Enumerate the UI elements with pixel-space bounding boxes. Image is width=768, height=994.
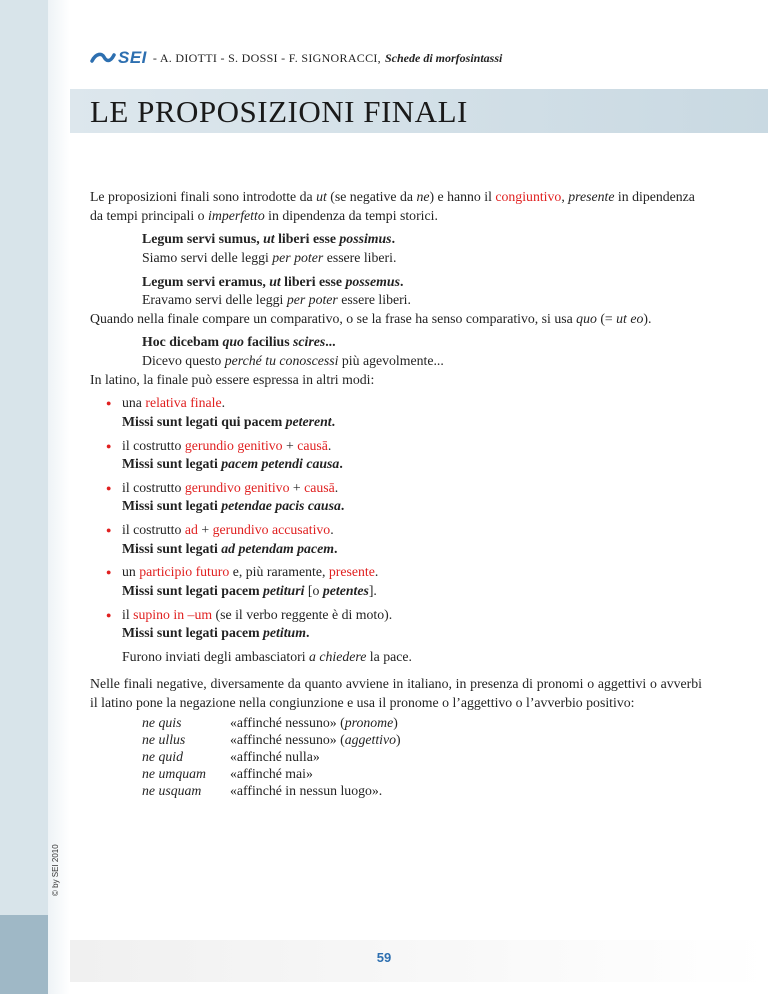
latin-text: Missi sunt legati pacem — [122, 582, 264, 598]
item-text: e, più raramente, — [229, 564, 329, 580]
latin-text: Legum servi sumus, — [142, 231, 264, 247]
latin-text: liberi esse — [274, 231, 340, 247]
latin-text: . — [399, 273, 404, 289]
page-title: LE PROPOSIZIONI FINALI — [90, 94, 468, 129]
italian-text: Dicevo questo — [142, 353, 225, 368]
item-term: supino in –um — [133, 606, 213, 622]
intro-text: Le proposizioni finali sono introdotte da — [90, 189, 317, 204]
table-row — [142, 766, 401, 783]
comparative-quo: quo — [576, 310, 597, 326]
item-text: + — [197, 522, 213, 537]
sei-logo-icon — [90, 51, 116, 65]
intro-ne: ne — [416, 189, 430, 204]
meaning-text: «affinché nulla» — [230, 748, 320, 764]
list-item — [90, 394, 702, 431]
table-row — [142, 749, 401, 766]
item-text: . — [221, 395, 226, 411]
page-number: 59 — [376, 950, 392, 965]
latin-text: Missi sunt legati — [122, 498, 222, 514]
list-item — [90, 479, 702, 516]
latin-example — [142, 273, 702, 292]
comparative-paragraph — [90, 310, 702, 329]
example-block — [142, 333, 702, 370]
intro-ut: ut — [316, 189, 327, 204]
list-item — [90, 437, 702, 474]
latin-example — [122, 582, 702, 601]
intro-text: (se negative da — [326, 189, 417, 204]
latin-example — [122, 497, 702, 516]
item-text: una — [122, 395, 146, 411]
italian-text: essere liberi. — [337, 292, 411, 308]
item-term: presente — [328, 564, 375, 580]
latin-example — [122, 455, 702, 474]
latin-form: ne quid — [142, 748, 183, 764]
item-text: + — [289, 479, 305, 495]
latin-em: petendae pacis causa — [221, 498, 341, 514]
item-term: gerundio genitivo — [184, 437, 283, 453]
latin-text: . — [333, 540, 338, 556]
latin-text: Legum servi eramus, — [142, 273, 270, 289]
item-term: relativa finale — [145, 395, 222, 411]
meaning — [230, 783, 401, 800]
sei-logo-text: SEI — [118, 48, 147, 67]
italian-em: per poter — [286, 292, 338, 308]
intro-presente: presente — [568, 189, 615, 204]
italian-em: a chiedere — [309, 648, 367, 664]
copyright-notice: © by SEI 2010 — [51, 844, 60, 896]
list-item — [90, 606, 702, 667]
comparative-ut-eo: ut eo — [616, 310, 644, 326]
italian-text: Siamo servi delle leggi — [142, 249, 273, 265]
latin-text: ... — [325, 334, 336, 350]
negative-paragraph: Nelle finali negative, diversamente da quanto avviene in italiano, in presenza di pronomi o aggettivi o avverbi il latino pone la negazione nella congiunzione e usa il pronome o l’aggettivo o l’avverbio positivo: — [90, 676, 702, 710]
main-content — [90, 188, 702, 799]
latin-em: petitum — [263, 625, 306, 641]
italian-translation — [142, 352, 702, 371]
meaning-text: «affinché mai» — [230, 765, 313, 781]
meaning-em: pronome — [344, 714, 394, 730]
item-text: . — [334, 479, 339, 495]
meaning — [230, 732, 401, 749]
latin-text: Missi sunt legati — [122, 456, 222, 472]
intro-text: , — [561, 189, 569, 204]
meaning — [230, 766, 401, 783]
latin-example — [122, 540, 702, 559]
latin-verb: possemus — [345, 273, 400, 289]
latin-text: Hoc dicebam — [142, 334, 223, 350]
latin-verb: possimus — [339, 231, 392, 247]
latin-example — [122, 413, 702, 432]
header-authors: - A. DIOTTI - S. DOSSI - F. SIGNORACCI, — [152, 50, 381, 65]
intro-text: ) e hanno il — [429, 189, 496, 204]
example-block — [142, 230, 702, 267]
sei-logo — [90, 48, 147, 68]
latin-form: ne quis — [142, 714, 182, 730]
construction-list — [90, 394, 702, 666]
latin-text: . — [331, 413, 336, 429]
latin-text: Missi sunt legati — [122, 540, 222, 556]
meaning-em: aggettivo — [344, 731, 397, 747]
latin-verb: scires — [293, 334, 326, 350]
meaning-text: «affinché nessuno» ( — [230, 714, 345, 730]
other-ways-paragraph: In latino, la finale può essere espressa in altri modi: — [90, 371, 375, 387]
latin-em: petituri — [263, 582, 305, 598]
meaning-text: ) — [396, 731, 401, 747]
item-term: gerundivo accusativo — [212, 522, 331, 537]
item-term: causā — [304, 479, 335, 495]
italian-text: la pace. — [366, 648, 412, 664]
latin-quo: quo — [222, 334, 244, 350]
list-item — [90, 521, 702, 558]
item-text: il costrutto — [122, 479, 185, 495]
latin-ut: ut — [269, 273, 281, 289]
italian-text: più agevolmente... — [338, 353, 444, 368]
intro-imperfetto: imperfetto — [208, 207, 265, 223]
latin-text: liberi esse — [280, 273, 346, 289]
latin-em: petentes — [322, 582, 369, 598]
latin-text: Missi sunt legati pacem — [122, 625, 264, 641]
item-text: il — [122, 606, 134, 622]
latin-text: . — [339, 456, 343, 472]
comparative-text: Quando nella finale compare un comparativo, o se la frase ha senso comparativo, si usa — [90, 310, 577, 326]
latin-ut: ut — [263, 231, 275, 247]
italian-text: Eravamo servi delle leggi — [142, 292, 287, 308]
latin-text: [o — [304, 582, 323, 598]
latin-form: ne umquam — [142, 765, 206, 781]
item-text: + — [282, 437, 298, 453]
latin-example — [142, 230, 702, 249]
meaning — [230, 749, 401, 766]
item-text: il costrutto — [122, 437, 185, 453]
item-text: . — [374, 564, 379, 580]
italian-em: per poter — [272, 249, 324, 265]
table-row — [142, 715, 401, 732]
italian-translation — [122, 648, 702, 667]
latin-form: ne ullus — [142, 731, 186, 747]
latin-text: . — [305, 625, 310, 641]
comparative-text: (= — [596, 310, 617, 326]
intro-congiuntivo: congiuntivo — [495, 189, 562, 204]
item-text: . — [330, 522, 334, 537]
item-term: participio futuro — [139, 564, 230, 580]
latin-text: facilius — [243, 334, 294, 350]
page-header — [90, 48, 502, 68]
italian-em: perché tu conoscessi — [224, 353, 339, 368]
item-text: (se il verbo reggente è di moto). — [212, 606, 393, 622]
intro-text: in dipendenza da tempi storici. — [264, 207, 438, 223]
item-text: un — [122, 564, 140, 580]
meaning-text: «affinché in nessun luogo». — [230, 782, 383, 798]
latin-em: peterent — [285, 413, 332, 429]
latin-text: . — [340, 498, 345, 514]
italian-translation — [142, 249, 702, 268]
item-term: gerundivo genitivo — [184, 479, 290, 495]
latin-em: ad petendam pacem — [221, 540, 334, 556]
italian-text: essere liberi. — [323, 249, 397, 265]
table-row — [142, 732, 401, 749]
meaning — [230, 715, 401, 732]
header-book-title: Schede di morfosintassi — [385, 50, 503, 65]
item-term: ad — [184, 522, 198, 537]
latin-text: ]. — [368, 582, 377, 598]
list-item — [90, 563, 702, 600]
latin-em: pacem petendi causa — [221, 456, 340, 472]
item-text: il costrutto — [122, 522, 185, 537]
italian-text: Furono inviati degli ambasciatori — [122, 648, 309, 664]
negative-forms-table — [142, 715, 401, 800]
italian-translation — [142, 291, 702, 310]
intro-paragraph — [90, 188, 702, 225]
comparative-text: ). — [643, 310, 652, 326]
item-term: causā — [297, 437, 328, 453]
left-margin-band — [0, 0, 48, 994]
meaning-text: ) — [393, 714, 398, 730]
table-row — [142, 783, 401, 800]
latin-example — [142, 333, 702, 352]
latin-form: ne usquam — [142, 782, 202, 798]
latin-text: Missi sunt legati qui pacem — [122, 413, 286, 429]
example-block — [142, 273, 702, 310]
meaning-text: «affinché nessuno» ( — [230, 731, 345, 747]
latin-example — [122, 624, 702, 643]
latin-text: . — [391, 231, 396, 247]
item-text: . — [327, 437, 332, 453]
intro-text: in dipendenza da tempi principali o — [90, 189, 695, 223]
